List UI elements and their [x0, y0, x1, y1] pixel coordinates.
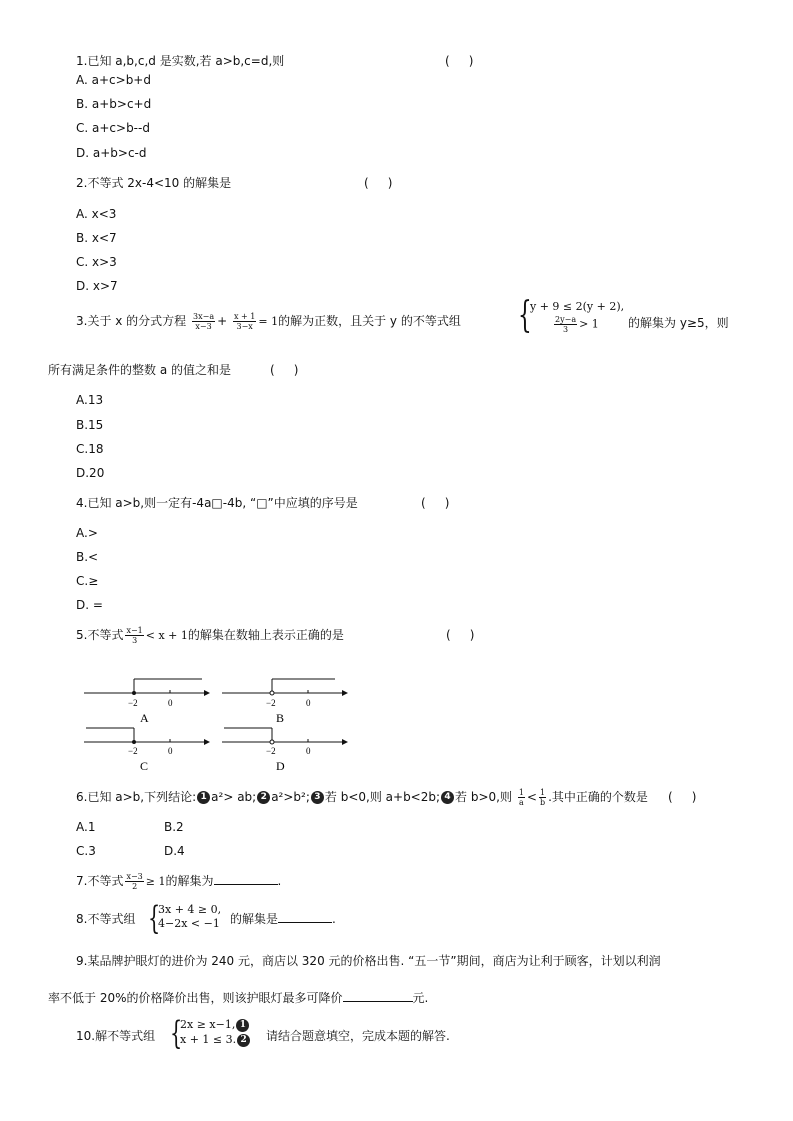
q3-answer-paren[interactable]: ( ) — [270, 363, 299, 377]
q1-stem: 1.已知 a,b,c,d 是实数,若 a>b,c=d,则 — [76, 54, 285, 68]
q5-d-hollow-dot — [270, 740, 274, 744]
q5-a-tick-zero: 0 — [168, 698, 173, 708]
q1-option-b[interactable]: B. a+b>c+d — [76, 97, 152, 111]
q5-c-tick-neg2: −2 — [128, 746, 138, 756]
q5-c-tick-zero: 0 — [168, 746, 173, 756]
q2-option-b[interactable]: B. x<7 — [76, 231, 117, 245]
q7-fraction: $\frac{x-3}{2}$ — [126, 872, 143, 891]
q10-pre: 10.解不等式组 — [76, 1029, 156, 1043]
q4-option-d[interactable]: D. = — [76, 598, 103, 612]
q3-line-2: 所有满足条件的整数 a 的值之和是 — [48, 363, 231, 377]
q6-answer-paren[interactable]: ( ) — [668, 790, 697, 804]
q7-answer-blank[interactable] — [214, 873, 278, 885]
q1-answer-paren[interactable]: ( ) — [445, 54, 474, 68]
q10-post: 请结合题意填空，完成本题的解答. — [266, 1029, 450, 1043]
q6-stem: 6.已知 a>b,下列结论: 1 a²> ab; 2 a²>b²; 3 若 b<0,则 a+b<2b; 4 若 b>0,则 $\frac{1}{a}$ < $\frac{1}{b}$ .其中正确的个数是 — [76, 788, 648, 807]
q3-option-d[interactable]: D.20 — [76, 466, 105, 480]
q6-option-a[interactable]: A.1 — [76, 820, 96, 834]
q8-pre: 8.不等式组 — [76, 912, 136, 926]
q5-b-tick-zero: 0 — [306, 698, 311, 708]
q3-stem — [76, 306, 461, 337]
q4-stem: 4.已知 a>b,则一定有-4a□-4b, “□”中应填的序号是 — [76, 496, 358, 510]
q8-post-line: 的解集是 . — [230, 912, 336, 926]
q3-option-a[interactable]: A.13 — [76, 393, 104, 407]
q5-label-a: A — [140, 711, 149, 725]
q2-option-d[interactable]: D. x>7 — [76, 279, 118, 293]
q3-system-brace: { — [518, 295, 532, 336]
q1-option-d[interactable]: D. a+b>c-d — [76, 146, 147, 160]
q3-plus: + — [217, 314, 228, 328]
q5-stem: 5.不等式 $\frac{x-1}{3}$ < x + 1的解集在数轴上表示正确的是 — [76, 626, 344, 645]
q6-option-c[interactable]: C.3 — [76, 844, 96, 858]
q4-option-a[interactable]: A.> — [76, 526, 98, 540]
circled-two-icon: 2 — [257, 791, 270, 804]
q7-stem: 7.不等式 $\frac{x-3}{2}$ ≥ 1的解集为 . — [76, 872, 282, 891]
q5-label-c: C — [140, 759, 149, 773]
q5-a-solid-dot — [132, 691, 136, 695]
q3-option-c[interactable]: C.18 — [76, 442, 104, 456]
q3-option-b[interactable]: B.15 — [76, 418, 104, 432]
q5-option-b-number-line[interactable] — [222, 679, 348, 725]
q5-option-d-number-line[interactable] — [222, 728, 348, 773]
q8-answer-blank[interactable] — [278, 911, 332, 923]
q5-d-tick-zero: 0 — [306, 746, 311, 756]
circled-three-icon: 3 — [311, 791, 324, 804]
q5-answer-paren[interactable]: ( ) — [446, 628, 475, 642]
q5-label-b: B — [276, 711, 285, 725]
q6-fraction-1-over-b: $\frac{1}{b}$ — [539, 788, 546, 807]
q5-d-tick-neg2: −2 — [266, 746, 276, 756]
q5-fraction: $\frac{x-1}{3}$ — [126, 626, 143, 645]
circled-one-icon: 1 — [236, 1019, 249, 1032]
q3-mid: 的解为正数，且关于 y 的不等式组 — [278, 314, 461, 328]
q5-number-line-figure — [80, 672, 350, 778]
q2-answer-paren[interactable]: ( ) — [364, 176, 393, 190]
q3-system-line-2: $\frac{2y-a}{3}$ > 1 — [555, 315, 599, 334]
q5-c-solid-dot — [132, 740, 136, 744]
q5-option-a-number-line[interactable] — [84, 679, 210, 725]
q5-label-d: D — [276, 759, 285, 773]
q6-fraction-1-over-a: $\frac{1}{a}$ — [518, 788, 524, 807]
q9-line-2: 率不低于 20%的价格降价出售，则该护眼灯最多可降价 元. — [48, 991, 429, 1005]
q5-b-tick-neg2: −2 — [266, 698, 276, 708]
q4-option-c[interactable]: C.≥ — [76, 574, 99, 588]
q3-eq-rest: = 1 — [258, 315, 279, 328]
q5-b-hollow-dot — [270, 691, 274, 695]
q5-a-tick-neg2: −2 — [128, 698, 138, 708]
q1-option-a[interactable]: A. a+c>b+d — [76, 73, 151, 87]
q3-fraction-2: $\frac{x + 1}{3-x}$ — [233, 312, 256, 331]
q8-system-line-2: 4−2x < −1 — [158, 917, 220, 930]
circled-four-icon: 4 — [441, 791, 454, 804]
circled-one-icon: 1 — [197, 791, 210, 804]
q3-post: 的解集为 y≥5，则 — [628, 316, 729, 330]
q3-fraction-1: $\frac{3x-a}{x-3}$ — [193, 312, 215, 331]
q8-system-line-1: 3x + 4 ≥ 0, — [158, 903, 222, 916]
q9-line-1: 9.某品牌护眼灯的进价为 240 元，商店以 320 元的价格出售. “五一节”期间，商店为让利于顾客，计划以利润 — [76, 954, 661, 968]
q2-option-c[interactable]: C. x>3 — [76, 255, 117, 269]
q2-stem: 2.不等式 2x-4<10 的解集是 — [76, 176, 232, 190]
q8-system-brace: { — [148, 899, 161, 937]
q1-option-c[interactable]: C. a+c>b--d — [76, 121, 150, 135]
q9-answer-blank[interactable] — [343, 990, 413, 1002]
circled-two-icon: 2 — [237, 1034, 250, 1047]
q3-pre: 3.关于 x 的分式方程 — [76, 314, 187, 328]
q10-system-line-2: x + 1 ≤ 3. 2 — [180, 1033, 251, 1047]
q4-option-b[interactable]: B.< — [76, 550, 99, 564]
q3-system-fraction: $\frac{2y-a}{3}$ — [555, 315, 577, 334]
q10-system-line-1: 2x ≥ x−1, 1 — [180, 1018, 250, 1032]
q4-answer-paren[interactable]: ( ) — [421, 496, 450, 510]
q5-option-c-number-line[interactable] — [84, 728, 210, 773]
q6-option-d[interactable]: D.4 — [164, 844, 185, 858]
q2-option-a[interactable]: A. x<3 — [76, 207, 117, 221]
q6-option-b[interactable]: B.2 — [164, 820, 184, 834]
q10-system-brace: { — [170, 1014, 183, 1052]
q3-system-line-1: y + 9 ≤ 2(y + 2), — [530, 300, 625, 313]
